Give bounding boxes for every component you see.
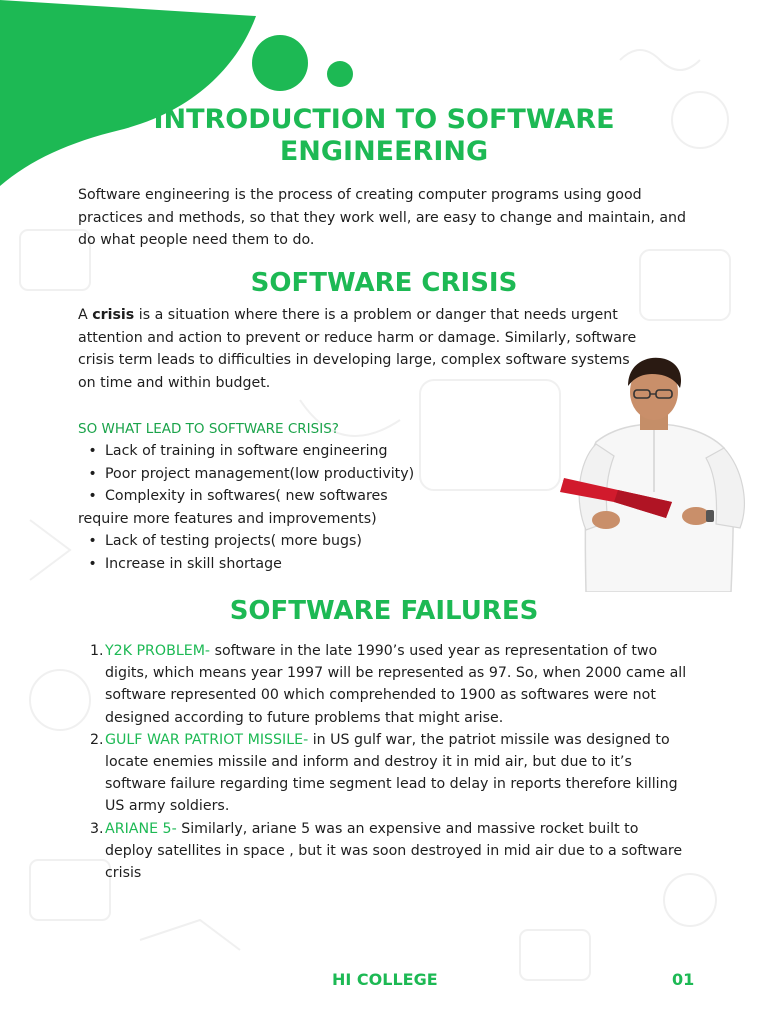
software-failures-list xyxy=(90,640,690,884)
crisis-causes-list xyxy=(80,440,540,576)
list-item: • Poor project management(low productivity) xyxy=(88,465,415,482)
software-crisis-heading: SOFTWARE CRISIS xyxy=(250,268,518,298)
failure-text: Similarly, ariane 5 was an expensive and massive rocket built to deploy satellites in space , but it was soon destroyed in mid air due to a software crisis xyxy=(105,820,683,882)
bullet-text: Poor project management(low productivity) xyxy=(105,465,415,482)
list-item xyxy=(90,729,690,818)
list-item: • Lack of training in software engineering xyxy=(88,443,388,459)
crisis-para-start: A xyxy=(78,307,93,323)
bullet-text: Complexity in softwares( new softwares xyxy=(105,488,388,505)
document-title xyxy=(40,104,728,168)
list-item: • Increase in skill shortage xyxy=(88,555,282,572)
failure-text: software in the late 1990’s used year as representation of two digits, which means year 1997 will be represented as 97. So, when 2000 came all software represented 00 which comprehended to 1900 as softwares were not designed according to future problems that might arise. xyxy=(105,643,687,726)
intro-paragraph: Software engineering is the process of creating computer programs using good practices and methods, so that they work well, are easy to change and maintain, and do what people need them to do. xyxy=(78,187,687,249)
crisis-causes-subheading: SO WHAT LEAD TO SOFTWARE CRISIS? xyxy=(78,421,339,437)
crisis-para-rest: is a situation where there is a problem or danger that needs urgent attention and action to prevent or reduce harm or damage. Similarly, software crisis term leads to difficulties in developing large, complex software systems on time and within budget. xyxy=(78,307,637,391)
software-failures-heading: SOFTWARE FAILURES xyxy=(229,596,539,626)
item-number: 1. xyxy=(90,643,104,659)
failure-text: in US gulf war, the patriot missile was designed to locate enemies missile and inform and destroy it in mid air, but due to it’s software failure regarding time segment lead to delay in reports therefore killing US army soldiers. xyxy=(105,731,678,815)
failure-label: Y2K PROBLEM- xyxy=(105,643,211,659)
bullet-continuation xyxy=(78,508,540,531)
bullet-text: Increase in skill shortage xyxy=(105,555,282,572)
list-item: • Lack of testing projects( more bugs) xyxy=(88,533,362,550)
bullet-text: Lack of testing projects( more bugs) xyxy=(105,533,362,550)
page-number: 01 xyxy=(672,970,695,989)
list-item xyxy=(90,818,690,885)
man-reading-book-illustration xyxy=(556,352,756,592)
item-number: 2. xyxy=(90,731,104,748)
crisis-term: crisis xyxy=(92,307,135,323)
bullet-text: Lack of training in software engineering xyxy=(105,443,388,459)
title-line-2: ENGINEERING xyxy=(279,136,489,167)
list-item xyxy=(90,640,690,729)
footer-college-name: HI COLLEGE xyxy=(332,970,438,989)
list-item: • Complexity in softwares( new softwares xyxy=(88,488,388,505)
decorative-dots xyxy=(0,0,400,100)
crisis-paragraph xyxy=(78,304,638,394)
bullet-continuation-text: require more features and improvements) xyxy=(78,510,377,527)
failure-label: ARIANE 5- xyxy=(105,820,177,837)
failure-label: GULF WAR PATRIOT MISSILE- xyxy=(105,731,309,748)
item-number: 3. xyxy=(90,820,104,837)
title-line-1: INTRODUCTION TO SOFTWARE xyxy=(153,104,615,135)
